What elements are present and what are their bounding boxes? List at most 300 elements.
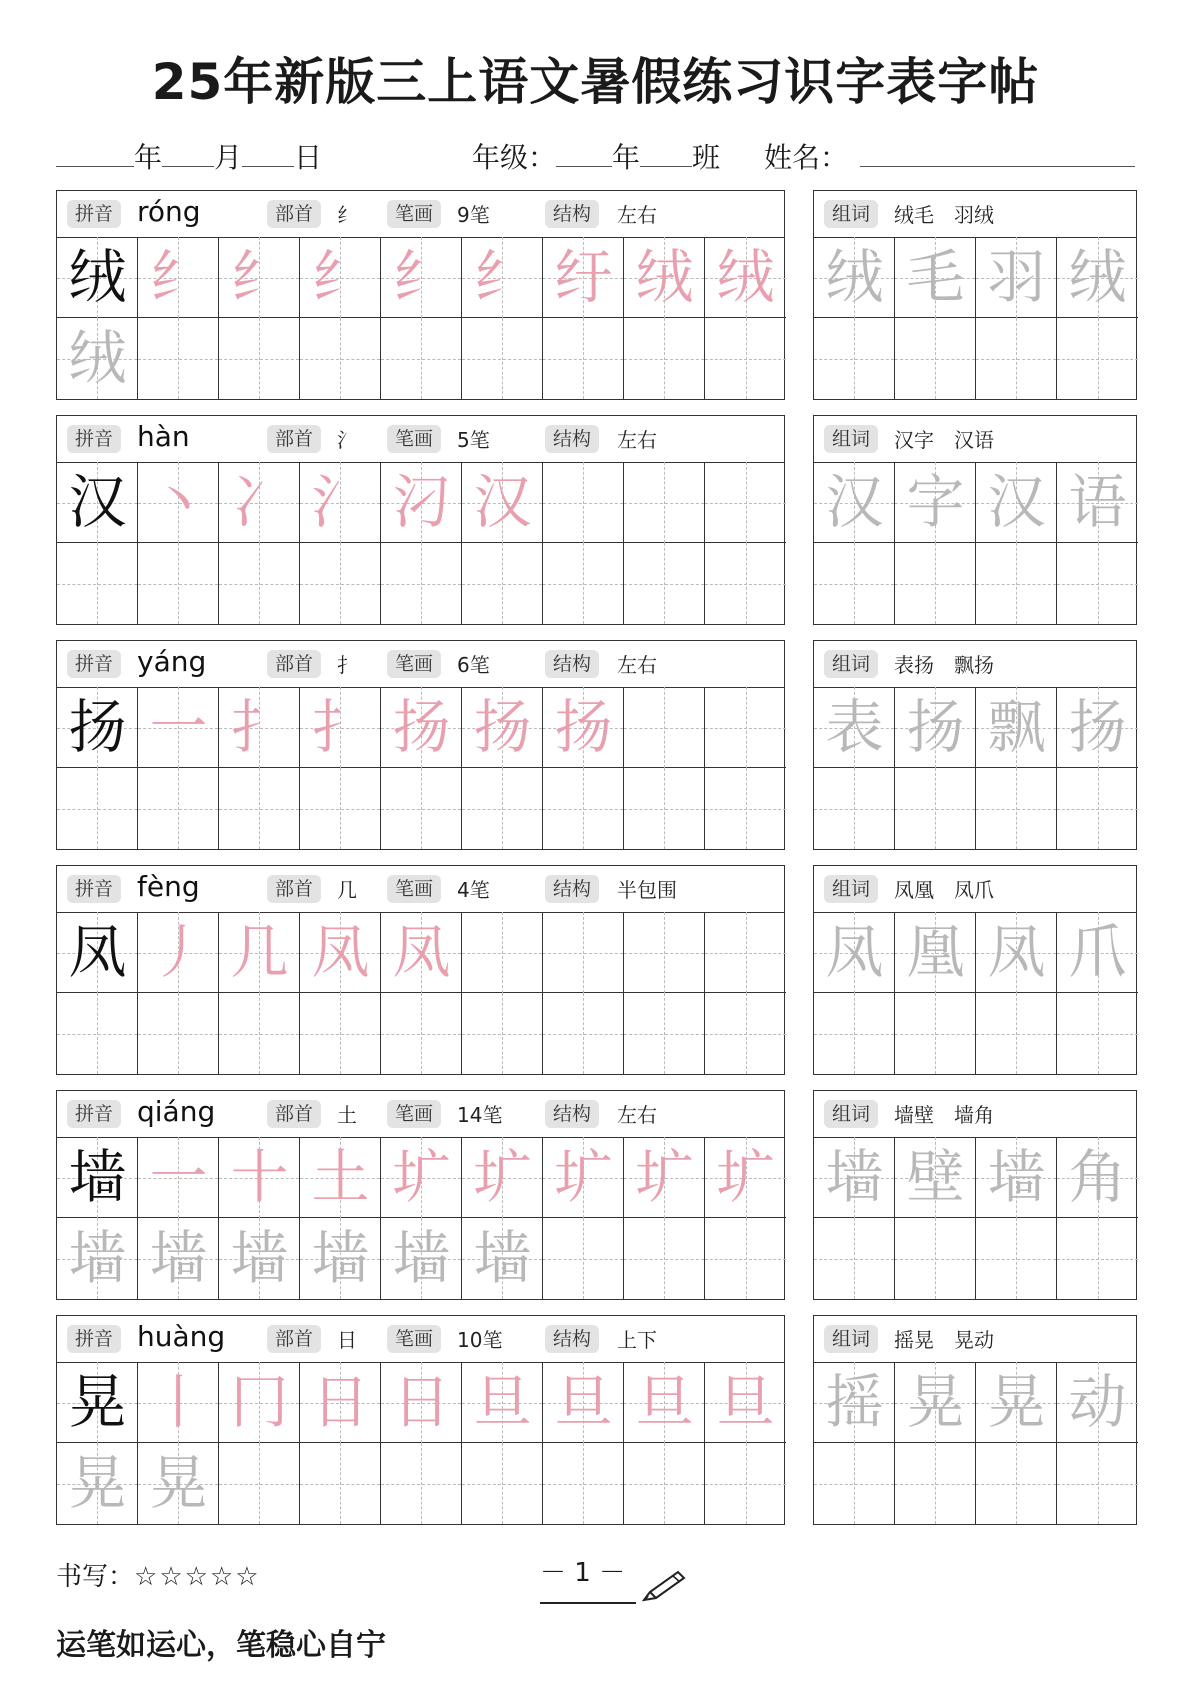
word-trace-char: 凰 <box>906 918 965 986</box>
grid-cell[interactable] <box>138 318 219 399</box>
char-info-bar <box>57 1316 784 1363</box>
grid-cell[interactable] <box>624 1218 705 1299</box>
grid-cell[interactable] <box>814 1137 895 1218</box>
grid-cell[interactable] <box>138 543 219 624</box>
grid-row <box>57 993 786 1074</box>
grid-cell[interactable] <box>624 993 705 1074</box>
grade-blank[interactable] <box>556 140 612 167</box>
class-label: 班 <box>692 141 721 174</box>
grid-row <box>57 1218 786 1299</box>
grid-cell[interactable] <box>976 1443 1057 1524</box>
date-line <box>56 136 322 176</box>
structure-tag: 结构 <box>545 1100 599 1128</box>
grid-cell[interactable] <box>138 237 219 318</box>
word-trace-char: 摇 <box>825 1368 884 1436</box>
char-info-bar <box>57 641 784 688</box>
grid-cell[interactable] <box>895 912 976 993</box>
word-trace-char: 汉 <box>825 468 884 536</box>
radical-value: 氵 <box>337 428 357 452</box>
grid-cell[interactable] <box>705 462 786 543</box>
grid-cell[interactable] <box>895 993 976 1074</box>
char-card-4 <box>56 865 785 1075</box>
grid-cell[interactable] <box>138 1218 219 1299</box>
grid-cell[interactable] <box>57 462 138 543</box>
grid-cell[interactable] <box>138 687 219 768</box>
grid-cell[interactable] <box>1057 768 1138 849</box>
stroke-step: 几 <box>230 918 289 986</box>
grid-cell[interactable] <box>462 1137 543 1218</box>
grid-cell[interactable] <box>1057 687 1138 768</box>
word-trace-char: 凤 <box>987 918 1046 986</box>
grid-cell[interactable] <box>1057 237 1138 318</box>
grid-cell[interactable] <box>543 993 624 1074</box>
grid-cell[interactable] <box>57 543 138 624</box>
grid-cell[interactable] <box>462 462 543 543</box>
grid-cell[interactable] <box>895 237 976 318</box>
words-info-bar <box>814 416 1136 463</box>
stroke-step: 绒 <box>716 243 775 311</box>
grid-cell[interactable] <box>1057 318 1138 399</box>
word-trace-char: 墙 <box>825 1143 884 1211</box>
strokes-value: 4笔 <box>457 878 490 902</box>
stroke-step: 旦 <box>716 1368 775 1436</box>
grid-cell[interactable] <box>895 462 976 543</box>
char-card-3 <box>56 640 785 850</box>
grid-cell[interactable] <box>219 237 300 318</box>
grid-cell[interactable] <box>895 318 976 399</box>
word-trace-char: 绒 <box>1068 243 1127 311</box>
word-trace-char: 晃 <box>987 1368 1046 1436</box>
grid-cell[interactable] <box>219 1137 300 1218</box>
word-trace-char: 角 <box>1068 1143 1127 1211</box>
grid-cell[interactable] <box>381 1443 462 1524</box>
grid-cell[interactable] <box>138 1443 219 1524</box>
month-label: 月 <box>214 141 243 174</box>
structure-tag: 结构 <box>545 650 599 678</box>
word-trace-char: 羽 <box>987 243 1046 311</box>
structure-value: 半包围 <box>617 878 677 902</box>
strokes-value: 5笔 <box>457 428 490 452</box>
pinyin-tag: 拼音 <box>67 1100 121 1128</box>
grid-cell[interactable] <box>543 543 624 624</box>
grid-cell[interactable] <box>705 1137 786 1218</box>
grid-cell[interactable] <box>895 1362 976 1443</box>
grid-cell[interactable] <box>57 1443 138 1524</box>
grid-cell[interactable] <box>543 912 624 993</box>
radical-tag: 部首 <box>267 875 321 903</box>
pinyin-value: fèng <box>137 870 200 903</box>
stroke-step: 圹 <box>554 1143 613 1211</box>
grid-cell[interactable] <box>1057 1137 1138 1218</box>
structure-tag: 结构 <box>545 875 599 903</box>
grade-year-label: 年 <box>612 141 641 174</box>
words-value: 墙壁 墙角 <box>894 1103 994 1127</box>
grid-cell[interactable] <box>814 1362 895 1443</box>
words-value: 绒毛 羽绒 <box>894 203 994 227</box>
grid-cell[interactable] <box>624 543 705 624</box>
grid-cell[interactable] <box>1057 1218 1138 1299</box>
grid-cell[interactable] <box>57 993 138 1074</box>
name-blank[interactable] <box>860 140 1135 167</box>
grid-row <box>57 462 786 543</box>
pinyin-tag: 拼音 <box>67 875 121 903</box>
char-card-5 <box>56 1090 785 1300</box>
grid-row <box>57 768 786 849</box>
word-trace-char: 飘 <box>987 693 1046 761</box>
grid-cell[interactable] <box>57 1362 138 1443</box>
grid-cell[interactable] <box>976 912 1057 993</box>
words-tag: 组词 <box>824 1325 878 1353</box>
grid-cell[interactable] <box>1057 543 1138 624</box>
model-char: 绒 <box>68 243 127 311</box>
grid-cell[interactable] <box>895 1137 976 1218</box>
structure-tag: 结构 <box>545 425 599 453</box>
grid-cell[interactable] <box>543 687 624 768</box>
grid-cell[interactable] <box>543 462 624 543</box>
word-trace-char: 晃 <box>906 1368 965 1436</box>
stroke-step: 纟 <box>311 243 370 311</box>
grid-cell[interactable] <box>705 993 786 1074</box>
grid-cell[interactable] <box>462 1362 543 1443</box>
grid-cell[interactable] <box>300 1137 381 1218</box>
page-title: 25年新版三上语文暑假练习识字表字帖 <box>151 53 1040 111</box>
grid-cell[interactable] <box>381 687 462 768</box>
stroke-step: 纡 <box>554 243 613 311</box>
trace-char: 晃 <box>68 1449 127 1517</box>
words-value: 摇晃 晃动 <box>894 1328 994 1352</box>
trace-char: 墙 <box>392 1224 451 1292</box>
grid-cell[interactable] <box>57 1137 138 1218</box>
stroke-step: 旦 <box>473 1368 532 1436</box>
grid-cell[interactable] <box>705 318 786 399</box>
grid-cell[interactable] <box>705 912 786 993</box>
grid-cell[interactable] <box>814 993 895 1074</box>
word-trace-char: 绒 <box>825 243 884 311</box>
grid-cell[interactable] <box>1057 993 1138 1074</box>
writing-label: 书写： <box>56 1562 135 1592</box>
stroke-step: 汈 <box>392 468 451 536</box>
grid-cell[interactable] <box>462 1443 543 1524</box>
grid-cell[interactable] <box>219 1362 300 1443</box>
grid-cell[interactable] <box>705 237 786 318</box>
stroke-step: 纟 <box>149 243 208 311</box>
stroke-step: 氵 <box>311 468 370 536</box>
grid-cell[interactable] <box>814 768 895 849</box>
char-info-bar <box>57 416 784 463</box>
grid-cell[interactable] <box>462 237 543 318</box>
grid-cell[interactable] <box>976 1137 1057 1218</box>
radical-value: 扌 <box>337 653 357 677</box>
grid-cell[interactable] <box>976 993 1057 1074</box>
name-line <box>764 136 1135 176</box>
word-trace-char: 壁 <box>906 1143 965 1211</box>
grid-cell[interactable] <box>814 318 895 399</box>
grid-cell[interactable] <box>624 912 705 993</box>
grid-cell[interactable] <box>300 1218 381 1299</box>
stroke-step: 汉 <box>473 468 532 536</box>
words-value: 汉字 汉语 <box>894 428 994 452</box>
grid-cell[interactable] <box>814 687 895 768</box>
pen-icon <box>640 1570 688 1604</box>
grid-cell[interactable] <box>624 462 705 543</box>
trace-char: 晃 <box>149 1449 208 1517</box>
grid-cell[interactable] <box>543 1137 624 1218</box>
word-trace-char: 扬 <box>1068 693 1127 761</box>
grid-cell[interactable] <box>219 687 300 768</box>
grid-cell[interactable] <box>381 1362 462 1443</box>
grid-cell[interactable] <box>624 318 705 399</box>
strokes-value: 14笔 <box>457 1103 503 1127</box>
grid-cell[interactable] <box>381 993 462 1074</box>
grid-row <box>814 1362 1138 1443</box>
grid-cell[interactable] <box>976 1362 1057 1443</box>
year-label: 年 <box>134 141 163 174</box>
model-char: 墙 <box>68 1143 127 1211</box>
char-info-bar <box>57 866 784 913</box>
char-card-2 <box>56 415 785 625</box>
stroke-step: 丶 <box>149 468 208 536</box>
radical-tag: 部首 <box>267 650 321 678</box>
grid-cell[interactable] <box>219 912 300 993</box>
writing-rating <box>56 1556 261 1593</box>
strokes-value: 9笔 <box>457 203 490 227</box>
words-value: 凤凰 凤爪 <box>894 878 994 902</box>
grid-cell[interactable] <box>300 237 381 318</box>
words-card-4 <box>813 865 1137 1075</box>
grid-cell[interactable] <box>462 993 543 1074</box>
strokes-tag: 笔画 <box>387 875 441 903</box>
grid-cell[interactable] <box>624 1137 705 1218</box>
grid-cell[interactable] <box>138 1137 219 1218</box>
word-trace-char: 毛 <box>906 243 965 311</box>
grid-cell[interactable] <box>138 912 219 993</box>
grid-cell[interactable] <box>300 768 381 849</box>
grid-cell[interactable] <box>138 462 219 543</box>
grid-cell[interactable] <box>976 462 1057 543</box>
grid-row <box>814 1218 1138 1299</box>
grid-cell[interactable] <box>381 1137 462 1218</box>
word-trace-char: 汉 <box>987 468 1046 536</box>
rating-stars[interactable]: ☆☆☆☆☆ <box>134 1562 261 1592</box>
stroke-step: 旦 <box>554 1368 613 1436</box>
words-info-bar <box>814 866 1136 913</box>
stroke-step: 扌 <box>230 693 289 761</box>
pinyin-tag: 拼音 <box>67 1325 121 1353</box>
grid-cell[interactable] <box>1057 1362 1138 1443</box>
grid-cell[interactable] <box>381 768 462 849</box>
grid-cell[interactable] <box>624 768 705 849</box>
grid-cell[interactable] <box>705 1218 786 1299</box>
structure-tag: 结构 <box>545 200 599 228</box>
grid-cell[interactable] <box>57 768 138 849</box>
grade-line <box>472 136 720 176</box>
grid-cell[interactable] <box>895 1443 976 1524</box>
grade-label: 年级： <box>472 141 557 174</box>
model-char: 凤 <box>68 918 127 986</box>
grid-cell[interactable] <box>300 1443 381 1524</box>
grid-cell[interactable] <box>462 318 543 399</box>
grid-cell[interactable] <box>219 318 300 399</box>
grid-row <box>57 687 786 768</box>
grid-cell[interactable] <box>624 1362 705 1443</box>
grid-cell[interactable] <box>814 462 895 543</box>
pinyin-value: róng <box>137 195 201 228</box>
radical-tag: 部首 <box>267 200 321 228</box>
grid-row <box>57 912 786 993</box>
grid-cell[interactable] <box>462 1218 543 1299</box>
grid-cell[interactable] <box>219 1218 300 1299</box>
grid-cell[interactable] <box>814 1218 895 1299</box>
grid-cell[interactable] <box>138 993 219 1074</box>
grid-cell[interactable] <box>219 993 300 1074</box>
grid-row <box>57 1443 786 1524</box>
grid-cell[interactable] <box>624 237 705 318</box>
grid-row <box>57 1362 786 1443</box>
grid-cell[interactable] <box>57 912 138 993</box>
grid-cell[interactable] <box>138 1362 219 1443</box>
grid-cell[interactable] <box>381 462 462 543</box>
stroke-step: 土 <box>311 1143 370 1211</box>
grid-cell[interactable] <box>543 768 624 849</box>
stroke-step: 圹 <box>392 1143 451 1211</box>
strokes-value: 6笔 <box>457 653 490 677</box>
grid-cell[interactable] <box>462 768 543 849</box>
grid-cell[interactable] <box>300 687 381 768</box>
grid-cell[interactable] <box>814 912 895 993</box>
grid-cell[interactable] <box>814 1443 895 1524</box>
strokes-tag: 笔画 <box>387 650 441 678</box>
page-number: － 1 － <box>540 1558 626 1588</box>
trace-char: 墙 <box>311 1224 370 1292</box>
structure-value: 上下 <box>617 1328 657 1352</box>
grid-cell[interactable] <box>300 912 381 993</box>
trace-char: 墙 <box>149 1224 208 1292</box>
stroke-step: 丿 <box>149 918 208 986</box>
grid-cell[interactable] <box>57 237 138 318</box>
grid-cell[interactable] <box>57 687 138 768</box>
grid-cell[interactable] <box>705 1443 786 1524</box>
pinyin-tag: 拼音 <box>67 650 121 678</box>
radical-tag: 部首 <box>267 1100 321 1128</box>
grid-cell[interactable] <box>381 318 462 399</box>
char-card-6 <box>56 1315 785 1525</box>
grid-cell[interactable] <box>895 687 976 768</box>
radical-value: 土 <box>337 1103 357 1127</box>
grid-cell[interactable] <box>705 1362 786 1443</box>
word-trace-char: 表 <box>825 693 884 761</box>
char-info-bar <box>57 1091 784 1138</box>
stroke-step: 扌 <box>311 693 370 761</box>
grid-cell[interactable] <box>57 1218 138 1299</box>
grid-cell[interactable] <box>976 1218 1057 1299</box>
stroke-step: 一 <box>149 1143 208 1211</box>
grid-cell[interactable] <box>300 462 381 543</box>
grid-cell[interactable] <box>219 543 300 624</box>
grid-cell[interactable] <box>1057 462 1138 543</box>
grid-cell[interactable] <box>895 768 976 849</box>
grid-cell[interactable] <box>705 768 786 849</box>
grid-cell[interactable] <box>543 1443 624 1524</box>
words-card-1 <box>813 190 1137 400</box>
grid-cell[interactable] <box>705 543 786 624</box>
grid-cell[interactable] <box>705 687 786 768</box>
grid-cell[interactable] <box>814 543 895 624</box>
grid-cell[interactable] <box>1057 1443 1138 1524</box>
grid-cell[interactable] <box>300 993 381 1074</box>
stroke-step: 圹 <box>716 1143 775 1211</box>
words-info-bar <box>814 191 1136 238</box>
grid-cell[interactable] <box>138 768 219 849</box>
grid-cell[interactable] <box>976 768 1057 849</box>
char-card-1 <box>56 190 785 400</box>
grid-cell[interactable] <box>543 318 624 399</box>
grid-cell[interactable] <box>219 462 300 543</box>
grid-cell[interactable] <box>624 687 705 768</box>
grid-cell[interactable] <box>543 237 624 318</box>
word-trace-char: 凤 <box>825 918 884 986</box>
grid-cell[interactable] <box>976 318 1057 399</box>
year-blank[interactable] <box>56 140 134 167</box>
grid-cell[interactable] <box>543 1362 624 1443</box>
word-trace-char: 扬 <box>906 693 965 761</box>
grid-cell[interactable] <box>895 1218 976 1299</box>
grid-cell[interactable] <box>462 543 543 624</box>
structure-value: 左右 <box>617 428 657 452</box>
grid-cell[interactable] <box>300 1362 381 1443</box>
grid-cell[interactable] <box>976 687 1057 768</box>
grid-cell[interactable] <box>976 237 1057 318</box>
structure-value: 左右 <box>617 1103 657 1127</box>
grid-cell[interactable] <box>381 543 462 624</box>
strokes-tag: 笔画 <box>387 1100 441 1128</box>
grid-cell[interactable] <box>462 912 543 993</box>
grid-cell[interactable] <box>300 318 381 399</box>
grid-cell[interactable] <box>976 543 1057 624</box>
grid-cell[interactable] <box>462 687 543 768</box>
grid-cell[interactable] <box>895 543 976 624</box>
radical-value: 几 <box>337 878 357 902</box>
grid-cell[interactable] <box>814 237 895 318</box>
month-blank[interactable] <box>162 140 214 167</box>
strokes-value: 10笔 <box>457 1328 503 1352</box>
pinyin-value: hàn <box>137 420 190 453</box>
stroke-step: 绒 <box>635 243 694 311</box>
model-char: 扬 <box>68 693 127 761</box>
words-card-3 <box>813 640 1137 850</box>
grid-cell[interactable] <box>300 543 381 624</box>
words-card-2 <box>813 415 1137 625</box>
grid-cell[interactable] <box>1057 912 1138 993</box>
grid-row <box>814 1443 1138 1524</box>
grid-cell[interactable] <box>381 237 462 318</box>
pinyin-value: yáng <box>137 645 207 678</box>
class-blank[interactable] <box>640 140 692 167</box>
stroke-step: 扬 <box>473 693 532 761</box>
grid-cell[interactable] <box>57 318 138 399</box>
grid-cell[interactable] <box>543 1218 624 1299</box>
grid-cell[interactable] <box>381 1218 462 1299</box>
grid-cell[interactable] <box>219 1443 300 1524</box>
grid-cell[interactable] <box>624 1443 705 1524</box>
stroke-step: 十 <box>230 1143 289 1211</box>
words-tag: 组词 <box>824 425 878 453</box>
word-trace-char: 语 <box>1068 468 1127 536</box>
radical-value: 纟 <box>337 203 357 227</box>
day-blank[interactable] <box>242 140 294 167</box>
grid-cell[interactable] <box>219 768 300 849</box>
stroke-step: 冂 <box>230 1368 289 1436</box>
grid-cell[interactable] <box>381 912 462 993</box>
